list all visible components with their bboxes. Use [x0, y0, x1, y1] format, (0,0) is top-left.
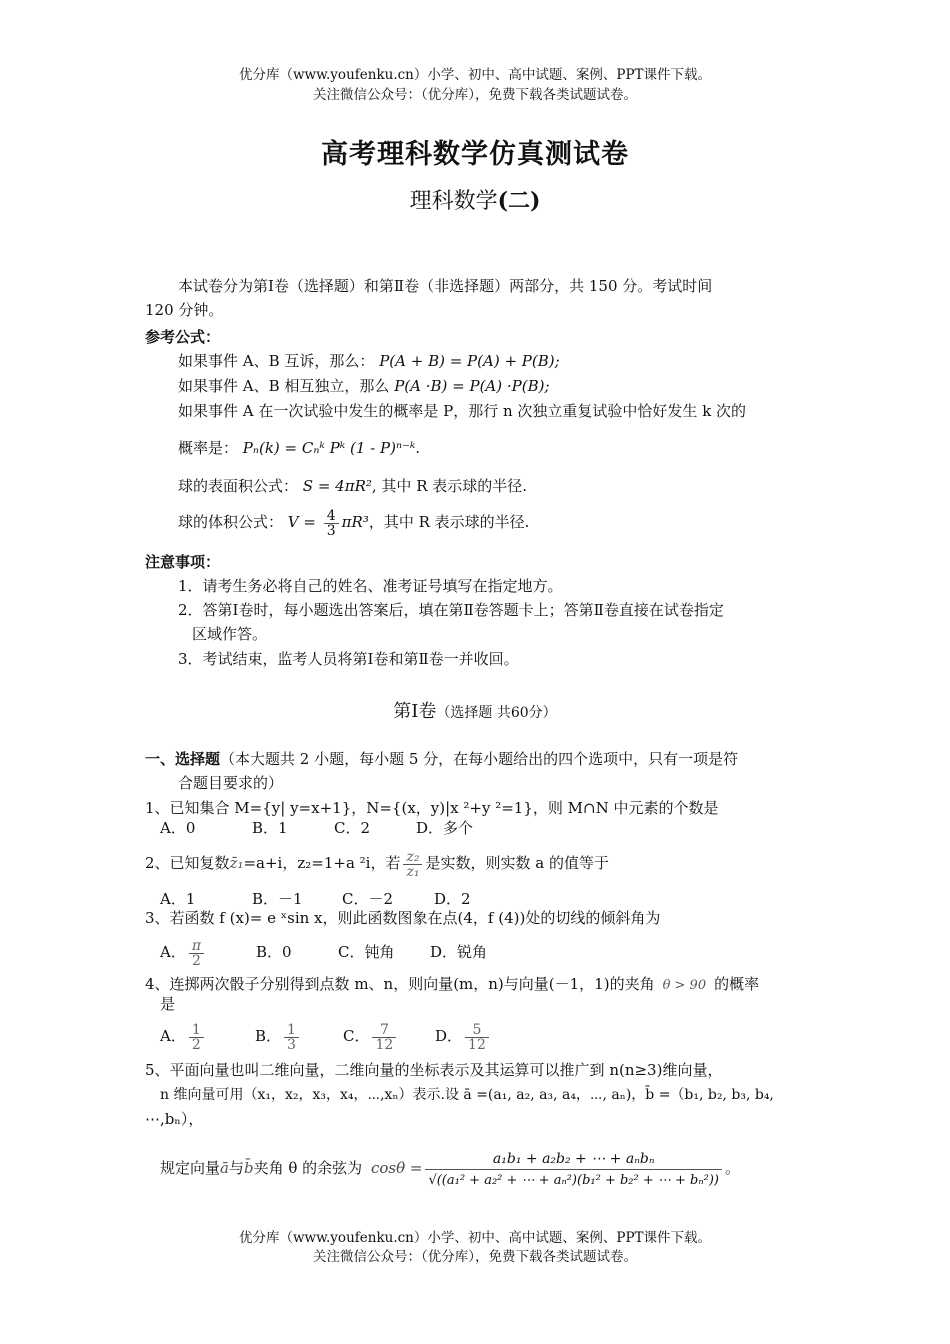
exam-subtitle	[0, 184, 950, 215]
q3-option-c: C．钝角	[338, 943, 395, 961]
q5-cos-lhs: cosθ =	[370, 1159, 423, 1177]
q5-line-1: 5、平面向量也叫二维向量，二维向量的坐标表示及其运算可以推广到 n(n≥3)维向量，	[145, 1061, 723, 1079]
formula-5-math: S = 4πR²	[302, 477, 372, 495]
q4-b-den: 3	[287, 1036, 296, 1053]
q4-d-num: 5	[465, 1023, 489, 1038]
part1-desc-2: 合题目要求的）	[178, 774, 284, 792]
q4-options	[160, 1014, 492, 1058]
q3-option-d: D．锐角	[430, 943, 488, 961]
q3-a-num: π	[189, 939, 204, 954]
q5-cos-den: √((a₁² + a₂² + ⋯ + aₙ²)(b₁² + b₂² + ⋯ + bₙ²))	[428, 1172, 719, 1188]
q5-line-4	[160, 1138, 740, 1198]
formula-6-tail: ，其中 R 表示球的半径.	[368, 513, 530, 531]
formula-6-lhs: V =	[287, 513, 316, 531]
subtitle-paren: (二)	[497, 188, 541, 214]
part1-heading: 一、选择题	[145, 750, 221, 768]
section-heading	[0, 697, 950, 723]
intro-line-2: 120 分钟。	[145, 301, 224, 319]
q2-frac-den: z₁	[406, 863, 420, 880]
header-line-2: 关注微信公众号：（优分库），免费下载各类试题试卷。	[313, 87, 637, 103]
part1-line-1	[145, 748, 738, 770]
q5-line-2: n 维向量可用（x₁，x₂，x₃，x₄，⋯,xₙ）表示.设 ā =(a₁, a₂, a₃, a₄，⋯, aₙ)，b̄ =（b₁, b₂, b₃, b₄,	[160, 1087, 774, 1103]
q4-b-fraction	[284, 1023, 299, 1052]
formula-5-tail: , 其中 R 表示球的半径.	[371, 477, 528, 495]
q1-option-d: D．多个	[416, 819, 474, 837]
notice-item-2a: 2．答第Ⅰ卷时，每小题选出答案后，填在第Ⅱ卷答题卡上；答第Ⅱ卷直接在试卷指定	[178, 601, 724, 619]
section-label: 第Ⅰ卷	[393, 701, 437, 722]
q2-option-d: D．2	[434, 890, 471, 908]
q4-a-num: 1	[189, 1023, 204, 1038]
q4-a-fraction	[189, 1023, 204, 1052]
q5-end: 。	[724, 1159, 740, 1177]
q4-c-num: 7	[372, 1023, 396, 1038]
formula-6-num: 4	[324, 509, 339, 524]
q4-b-num: 1	[284, 1023, 299, 1038]
q4-d-fraction	[465, 1023, 489, 1052]
q1-option-a: A．0	[160, 819, 196, 837]
q2-frac-num: z₂	[403, 850, 422, 865]
formula-4-math: Pₙ(k) = Cₙᵏ Pᵏ (1 - P)ⁿ⁻ᵏ.	[242, 439, 421, 457]
formula-2-text: 如果事件 A、B 相互独立，那么	[178, 377, 390, 395]
formula-1	[178, 350, 560, 372]
exam-title: 高考理科数学仿真测试卷	[321, 139, 629, 170]
q4-a-den: 2	[191, 1036, 201, 1053]
q4-d-label: D．	[435, 1027, 463, 1045]
formula-5-text: 球的表面积公式：	[178, 477, 299, 495]
formula-1-math: P(A + B) = P(A) + P(B);	[379, 352, 560, 370]
q4-c-label: C．	[343, 1027, 370, 1045]
part1-desc-1: （本大题共 2 小题，每小题 5 分，在每小题给出的四个选项中，只有一项是符	[220, 750, 739, 768]
q3-option-b: B．0	[256, 943, 292, 961]
q3-option-a-fraction	[189, 939, 204, 968]
q2-stem	[145, 843, 609, 883]
q1-option-c: C．2	[334, 819, 371, 837]
formula-6	[178, 500, 529, 544]
q3-option-a-label: A．	[160, 943, 186, 961]
formulas-heading: 参考公式：	[145, 328, 221, 346]
notice-heading: 注意事项：	[145, 553, 221, 571]
q1-options	[160, 817, 473, 839]
formula-6-rest: πR³	[341, 513, 369, 531]
q4-c-fraction	[372, 1023, 396, 1052]
q2-stem-c: 是实数，则实数 a 的值等于	[425, 854, 609, 872]
footer-line-2: 关注微信公众号：（优分库），免费下载各类试题试卷。	[313, 1249, 637, 1265]
q4-option-a	[160, 1014, 255, 1058]
q4-stem-text: 4、连掷两次骰子分别得到点数 m、n，则向量(m，n)与向量(－1，1)的夹角	[145, 975, 655, 993]
formula-6-fraction	[324, 509, 339, 538]
notice-item-2b: 区域作答。	[192, 625, 268, 643]
q2-fraction	[403, 850, 422, 879]
q5-text-b: 与	[228, 1159, 244, 1177]
q5-line-3: ⋯,bₙ），	[145, 1110, 204, 1128]
formula-1-text: 如果事件 A、B 互诉，那么：	[178, 352, 375, 370]
q4-stem-2: 是	[160, 995, 176, 1013]
header-line-1: 优分库（www.youfenku.cn）小学、初中、高中试题、案例、PPT课件下载。	[238, 67, 712, 83]
formula-6-den: 3	[326, 522, 336, 539]
formula-3: 如果事件 A 在一次试验中发生的概率是 P，那行 n 次独立重复试验中恰好发生 k 次的	[178, 402, 747, 420]
q2-stem-a: 2、已知复数	[145, 854, 230, 872]
q2-stem-b: =a+i，z₂=1+a ²i，若	[243, 854, 401, 872]
formula-4	[178, 437, 420, 459]
q4-stem-tail: 的概率	[714, 975, 760, 993]
q3-stem: 3、若函数 f (x)= e ˣsin x，则此函数图象在点(4，f (4))处的切线的倾斜角为	[145, 909, 661, 927]
formula-2	[178, 375, 550, 397]
q5-text-a: 规定向量	[160, 1159, 221, 1177]
q3-option-a	[160, 932, 256, 972]
q4-a-label: A．	[160, 1027, 186, 1045]
q2-option-a: A．1	[160, 890, 196, 908]
q4-condition: θ > 90	[662, 978, 707, 993]
q4-option-d	[435, 1014, 492, 1058]
footer-line-1: 优分库（www.youfenku.cn）小学、初中、高中试题、案例、PPT课件下载。	[238, 1230, 712, 1246]
q5-cos-fraction	[425, 1152, 722, 1187]
q4-stem	[145, 973, 759, 997]
section-note: （选择题 共60分）	[436, 705, 557, 721]
q3-options	[160, 932, 487, 972]
q1-stem: 1、已知集合 M={y| y=x+1}，N={(x，y)|x ²+y ²=1}，则 M∩N 中元素的个数是	[145, 799, 719, 817]
q5-vec-a: ā	[220, 1159, 229, 1177]
q4-option-c	[343, 1014, 435, 1058]
formula-2-math: P(A ·B) = P(A) ·P(B);	[394, 377, 550, 395]
q5-cos-num: a₁b₁ + a₂b₂ + ⋯ + aₙbₙ	[425, 1152, 722, 1170]
formula-5	[178, 475, 527, 497]
q2-z1bar: z̄₁	[229, 854, 244, 872]
q4-d-den: 12	[468, 1036, 486, 1053]
intro-line-1: 本试卷分为第Ⅰ卷（选择题）和第Ⅱ卷（非选择题）两部分，共 150 分。考试时间	[178, 277, 713, 295]
q3-a-den: 2	[191, 952, 201, 969]
q5-vec-b: b̄	[243, 1159, 254, 1177]
q2-option-c: C．－2	[342, 890, 394, 908]
formula-4-text: 概率是：	[178, 439, 239, 457]
subtitle-main: 理科数学	[409, 189, 498, 214]
q2-option-b: B．－1	[252, 890, 303, 908]
formula-6-text: 球的体积公式：	[178, 513, 284, 531]
q5-text-c: 夹角 θ 的余弦为	[253, 1159, 363, 1177]
notice-item-1: 1．请考生务必将自己的姓名、准考证号填写在指定地方。	[178, 577, 563, 595]
q4-b-label: B．	[255, 1027, 282, 1045]
q4-option-b	[255, 1014, 343, 1058]
q4-c-den: 12	[375, 1036, 394, 1053]
notice-item-3: 3．考试结束，监考人员将第Ⅰ卷和第Ⅱ卷一并收回。	[178, 650, 519, 668]
q1-option-b: B．1	[252, 819, 288, 837]
